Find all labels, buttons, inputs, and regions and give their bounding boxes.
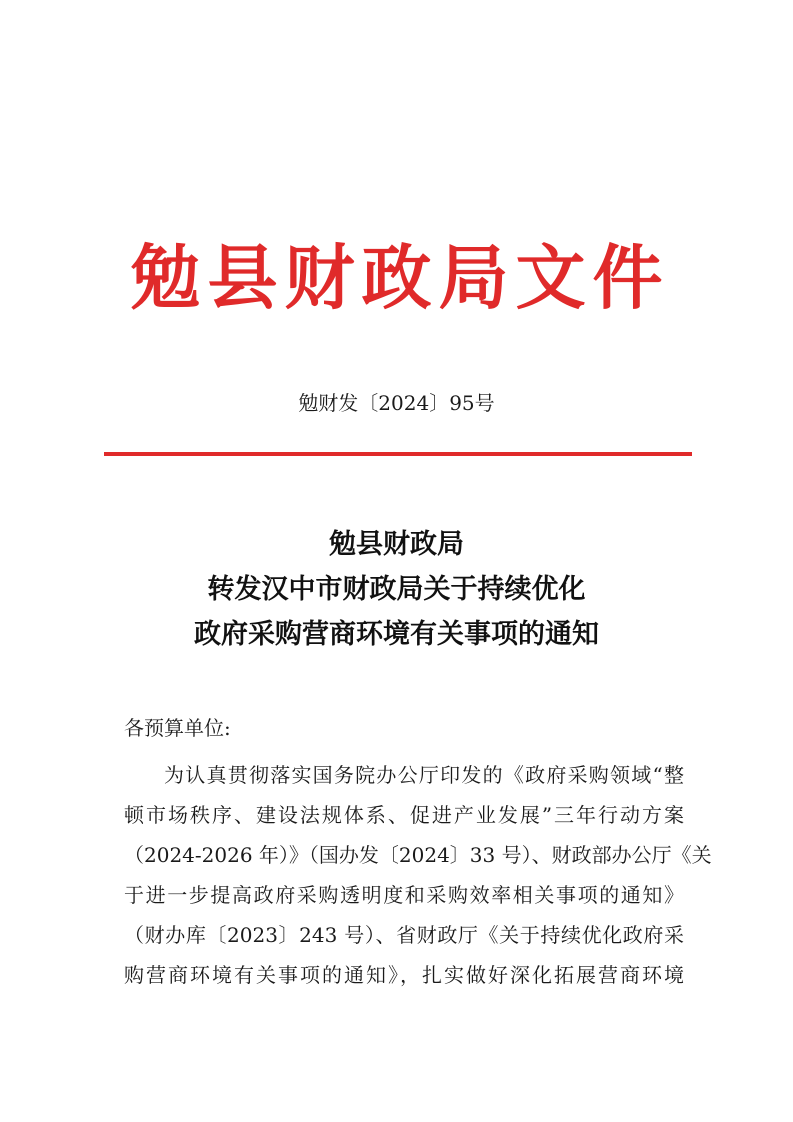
body-line: 为认真贯彻落实国务院办公厅印发的《政府采购领域“整: [164, 763, 684, 787]
title-line-1: 勉县财政局: [329, 529, 464, 560]
title-line-3: 政府采购营商环境有关事项的通知: [194, 619, 599, 650]
body-paragraph: [124, 755, 712, 995]
body-line: 购营商环境有关事项的通知》，扎实做好深化拓展营商环境: [124, 963, 684, 987]
body-line: （财办库〔2023〕243 号）、省财政厅《关于持续优化政府采: [124, 923, 684, 947]
body-line: （2024-2026 年）》（国办发〔2024〕33 号）、财政部办公厅《关: [124, 843, 712, 867]
title-line-2: 转发汉中市财政局关于持续优化: [207, 574, 586, 605]
salutation: 各预算单位:: [124, 716, 231, 740]
document-masthead: 勉县财政局文件: [130, 236, 670, 319]
red-divider-line: [104, 452, 692, 456]
body-line: 顿市场秩序、建设法规体系、促进产业发展”三年行动方案: [124, 803, 684, 827]
document-number: 勉财发〔2024〕95号: [298, 391, 495, 415]
document-title: [0, 522, 793, 657]
body-line: 于进一步提高政府采购透明度和采购效率相关事项的通知》: [124, 883, 684, 907]
